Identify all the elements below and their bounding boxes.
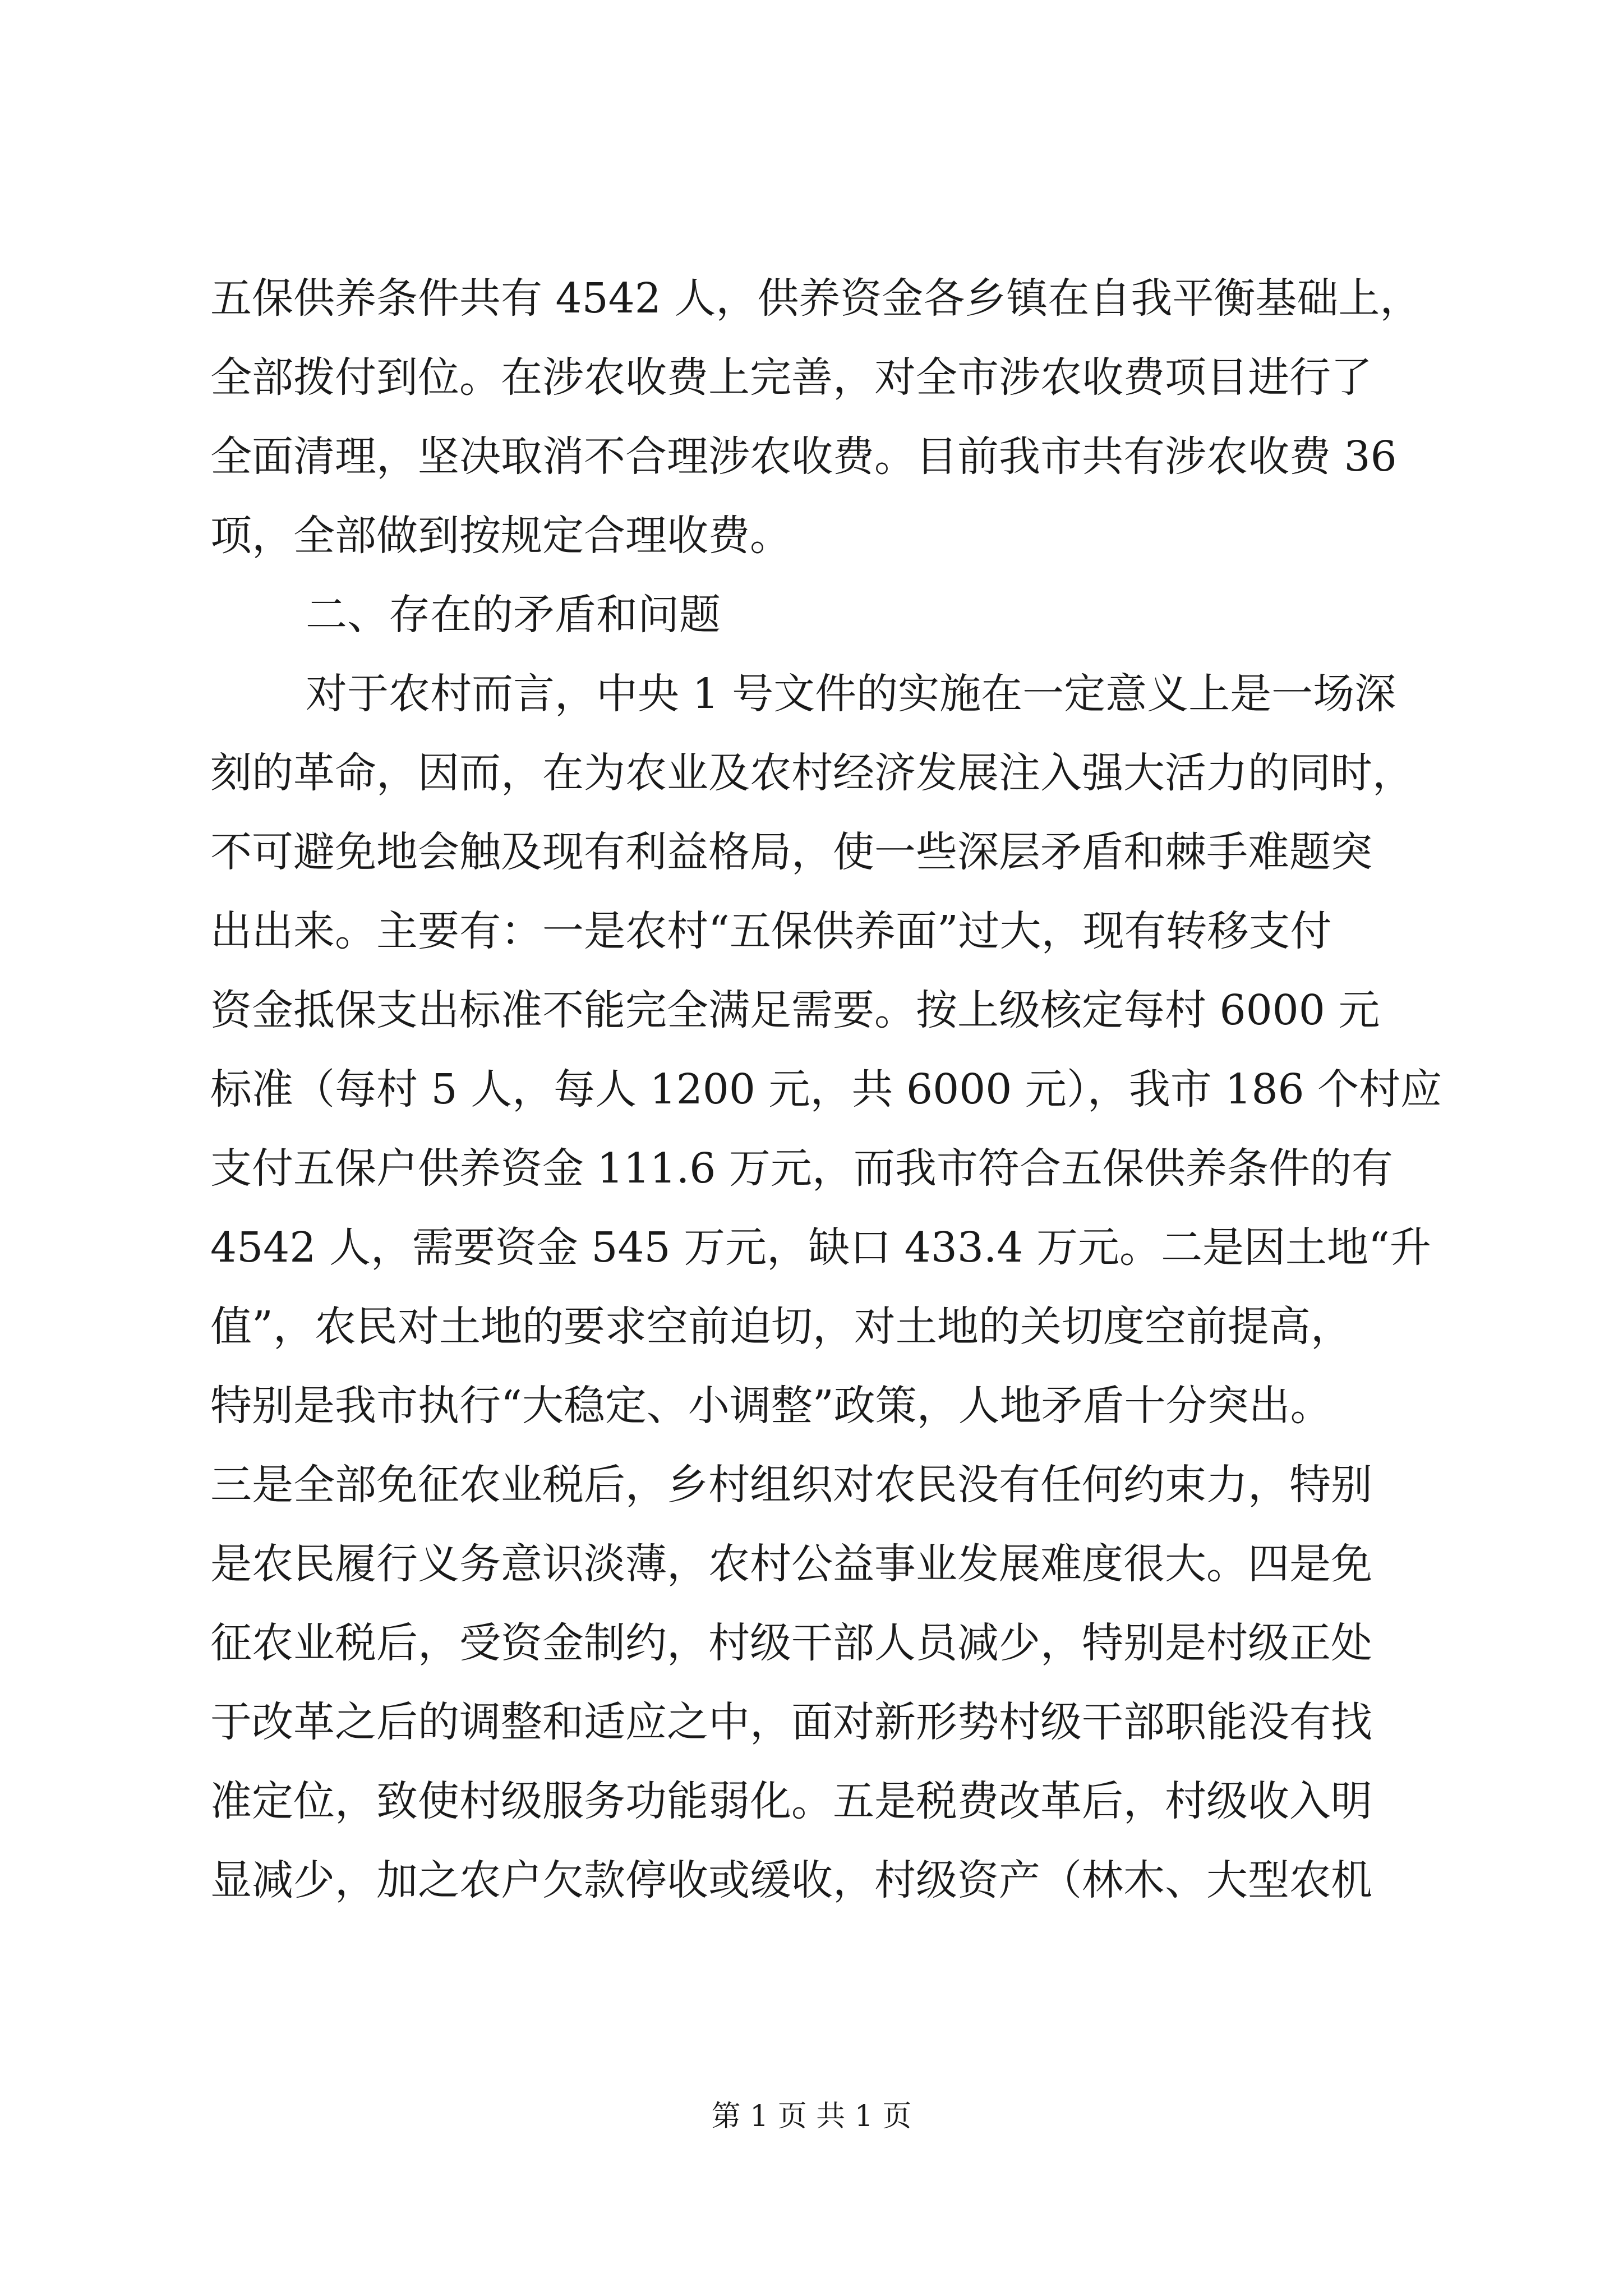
paragraph-2 — [210, 655, 1442, 1920]
text-line: 全面清理，坚决取消不合理涉农收费。目前我市共有涉农收费 36 — [210, 432, 1397, 481]
text-line: 标准（每村 5 人，每人 1200 元，共 6000 元），我市 186 个村应 — [210, 1065, 1442, 1114]
text-line: 全部拨付到位。在涉农收费上完善，对全市涉农收费项目进行了 — [210, 353, 1372, 402]
text-line: 显减少，加之农户欠款停收或缓收，村级资产（林木、大型农机 — [210, 1856, 1372, 1904]
text-line: 值”，农民对土地的要求空前迫切，对土地的关切度空前提高， — [210, 1303, 1352, 1351]
document-body — [210, 259, 1442, 1920]
text-line: 对于农村而言，中央 1 号文件的实施在一定意义上是一场深 — [306, 670, 1396, 718]
text-line: 准定位，致使村级服务功能弱化。五是税费改革后，村级收入明 — [210, 1777, 1372, 1825]
text-line: 刻的革命，因而，在为农业及农村经济发展注入强大活力的同时， — [210, 749, 1414, 797]
text-line: 三是全部免征农业税后，乡村组织对农民没有任何约束力，特别 — [210, 1461, 1372, 1509]
text-line: 特别是我市执行“大稳定、小调整”政策，人地矛盾十分突出。 — [210, 1382, 1332, 1430]
text-line: 不可避免地会触及现有利益格局，使一些深层矛盾和棘手难题突 — [210, 828, 1372, 876]
text-line: 出出来。主要有：一是农村“五保供养面”过大，现有转移支付 — [210, 907, 1332, 955]
text-line: 支付五保户供养资金 111.6 万元，而我市符合五保供养条件的有 — [210, 1144, 1393, 1193]
text-line: 五保供养条件共有 4542 人，供养资金各乡镇在自我平衡基础上， — [210, 274, 1422, 323]
text-line: 于改革之后的调整和适应之中，面对新形势村级干部职能没有找 — [210, 1698, 1372, 1746]
page-number-footer: 第 1 页 共 1 页 — [711, 2100, 912, 2133]
text-line: 项，全部做到按规定合理收费。 — [210, 512, 791, 560]
text-line: 资金抵保支出标准不能完全满足需要。按上级核定每村 6000 元 — [210, 986, 1380, 1034]
section-heading: 二、存在的矛盾和问题 — [306, 591, 721, 639]
text-line: 征农业税后，受资金制约，村级干部人员减少，特别是村级正处 — [210, 1619, 1372, 1667]
paragraph-1 — [210, 259, 1422, 576]
text-line: 4542 人，需要资金 545 万元，缺口 433.4 万元。二是因土地“升 — [210, 1223, 1431, 1272]
text-line: 是农民履行义务意识淡薄，农村公益事业发展难度很大。四是免 — [210, 1540, 1372, 1588]
